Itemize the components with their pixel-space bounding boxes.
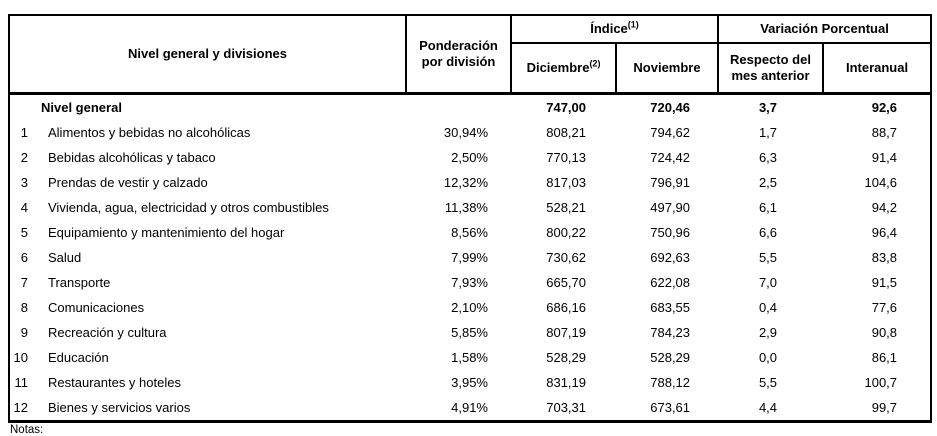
cell-november-index: 750,96 — [650, 225, 691, 240]
cell-december-index: 730,62 — [546, 250, 586, 265]
cell-weight: 12,32% — [443, 175, 488, 190]
cell-december-index: 747,00 — [511, 94, 616, 121]
division-name: Prendas de vestir y calzado — [48, 175, 208, 190]
cell-interannual-variation: 104,6 — [864, 175, 898, 190]
cell-weight: 4,91% — [451, 400, 488, 415]
cell-interannual-variation: 83,8 — [871, 250, 898, 265]
cell-weight: 8,56% — [451, 225, 488, 240]
cell-interannual-variation: 88,7 — [871, 125, 898, 140]
cell-monthly-variation: 5,5 — [758, 250, 778, 265]
cell-interannual-variation: 99,7 — [871, 400, 898, 415]
cell-december-index: 770,13 — [546, 150, 586, 165]
cell-monthly-variation: 0,0 — [758, 350, 778, 365]
cell-december-index: 807,19 — [546, 325, 586, 340]
cell-monthly-variation: 1,7 — [758, 125, 778, 140]
cell-weight: 1,58% — [451, 350, 488, 365]
general-level-label: Nivel general — [41, 100, 122, 115]
cell-december-index: 800,22 — [546, 225, 586, 240]
cell-monthly-variation: 6,6 — [758, 225, 778, 240]
row-number: 9 — [20, 325, 28, 340]
cell-division-name — [9, 195, 406, 220]
cell-interannual-variation: 92,6 — [823, 94, 931, 121]
cell-division-name — [9, 320, 406, 345]
cell-interannual-variation: 91,4 — [871, 150, 898, 165]
header-group-index — [511, 15, 718, 43]
cell-november-index: 683,55 — [650, 300, 691, 315]
cell-december-index: 528,29 — [546, 350, 586, 365]
header-group-variation: Variación Porcentual — [718, 15, 931, 43]
table-row — [9, 295, 931, 320]
cell-division-name — [9, 370, 406, 395]
header-divisions: Nivel general y divisiones — [9, 15, 406, 94]
table-row-general-level — [9, 94, 931, 121]
header-month-over-month: Respecto del mes anterior — [718, 43, 823, 94]
cell-interannual-variation: 91,5 — [871, 275, 898, 290]
cell-december-index: 831,19 — [546, 375, 586, 390]
price-index-table — [8, 14, 932, 423]
cell-weight — [406, 94, 511, 121]
footnote-ref-1: (1) — [627, 19, 639, 30]
cell-weight: 30,94% — [443, 125, 488, 140]
cell-division-name — [9, 295, 406, 320]
cell-division-name — [9, 120, 406, 145]
cell-november-index: 724,42 — [650, 150, 691, 165]
cell-december-index: 703,31 — [546, 400, 586, 415]
cell-november-index: 673,61 — [650, 400, 691, 415]
table-row — [9, 370, 931, 395]
table-row — [9, 270, 931, 295]
cell-interannual-variation: 90,8 — [871, 325, 898, 340]
cell-monthly-variation: 4,4 — [758, 400, 778, 415]
cell-division-name — [9, 345, 406, 370]
division-name: Bebidas alcohólicas y tabaco — [48, 150, 216, 165]
division-name: Recreación y cultura — [48, 325, 167, 340]
table-row — [9, 395, 931, 422]
cell-interannual-variation: 94,2 — [871, 200, 898, 215]
cell-november-index: 497,90 — [650, 200, 691, 215]
cell-weight: 7,99% — [451, 250, 488, 265]
cell-division-name — [9, 270, 406, 295]
table-row — [9, 345, 931, 370]
table-row — [9, 220, 931, 245]
table-row — [9, 320, 931, 345]
row-number: 2 — [20, 150, 28, 165]
cell-weight: 2,10% — [451, 300, 488, 315]
header-december — [511, 43, 616, 94]
cell-division-name — [9, 94, 406, 121]
table-row — [9, 245, 931, 270]
cell-monthly-variation: 3,7 — [718, 94, 823, 121]
cell-interannual-variation: 100,7 — [864, 375, 898, 390]
row-number: 11 — [14, 375, 28, 390]
cell-december-index: 665,70 — [546, 275, 586, 290]
cell-december-index: 817,03 — [546, 175, 586, 190]
row-number: 1 — [20, 125, 28, 140]
cell-monthly-variation: 6,1 — [758, 200, 778, 215]
cell-monthly-variation: 7,0 — [758, 275, 778, 290]
cell-weight: 11,38% — [444, 200, 488, 215]
division-name: Bienes y servicios varios — [48, 400, 191, 415]
cell-division-name — [9, 220, 406, 245]
cell-monthly-variation: 2,5 — [758, 175, 778, 190]
cell-interannual-variation: 77,6 — [871, 300, 898, 315]
cell-november-index: 784,23 — [650, 325, 691, 340]
row-number: 10 — [13, 350, 28, 365]
cell-monthly-variation: 0,4 — [758, 300, 778, 315]
cell-weight: 2,50% — [451, 150, 488, 165]
cell-november-index: 794,62 — [650, 125, 691, 140]
header-weight: Ponderación por división — [406, 15, 511, 94]
cell-monthly-variation: 2,9 — [758, 325, 778, 340]
cell-november-index: 788,12 — [650, 375, 691, 390]
row-number: 6 — [20, 250, 28, 265]
cell-december-index: 528,21 — [546, 200, 586, 215]
cell-november-index: 720,46 — [616, 94, 718, 121]
row-number: 5 — [20, 225, 28, 240]
footnote-ref-2: (2) — [589, 58, 601, 69]
cell-interannual-variation: 86,1 — [871, 350, 898, 365]
division-name: Comunicaciones — [48, 300, 145, 315]
cell-monthly-variation: 5,5 — [758, 375, 778, 390]
cell-weight: 5,85% — [451, 325, 488, 340]
cell-division-name — [9, 395, 406, 422]
table-row — [9, 120, 931, 145]
row-number: 3 — [20, 175, 28, 190]
cell-november-index: 796,91 — [650, 175, 691, 190]
division-name: Alimentos y bebidas no alcohólicas — [48, 125, 251, 140]
row-number: 8 — [20, 300, 28, 315]
cell-monthly-variation: 6,3 — [758, 150, 778, 165]
cell-december-index: 686,16 — [546, 300, 586, 315]
cell-division-name — [9, 245, 406, 270]
cell-weight: 7,93% — [451, 275, 488, 290]
cell-division-name — [9, 145, 406, 170]
division-name: Equipamiento y mantenimiento del hogar — [48, 225, 285, 240]
cell-weight: 3,95% — [451, 375, 488, 390]
division-name: Restaurantes y hoteles — [48, 375, 181, 390]
division-name: Vivienda, agua, electricidad y otros combustibles — [48, 200, 329, 215]
cell-november-index: 528,29 — [650, 350, 691, 365]
cell-november-index: 692,63 — [650, 250, 691, 265]
division-name: Salud — [48, 250, 82, 265]
table-row — [9, 170, 931, 195]
cell-division-name — [9, 170, 406, 195]
row-number: 4 — [20, 200, 28, 215]
table-row — [9, 195, 931, 220]
notes-label: Notas: — [10, 424, 44, 436]
header-group-index-label: Índice — [590, 20, 628, 36]
cell-november-index: 622,08 — [650, 275, 691, 290]
table-body — [9, 94, 931, 422]
division-name: Educación — [48, 350, 109, 365]
header-interannual: Interanual — [823, 43, 931, 94]
header-november: Noviembre — [616, 43, 718, 94]
table-row — [9, 145, 931, 170]
division-name: Transporte — [48, 275, 111, 290]
row-number: 7 — [20, 275, 28, 290]
cell-interannual-variation: 96,4 — [871, 225, 898, 240]
row-number: 12 — [13, 400, 28, 415]
cell-december-index: 808,21 — [546, 125, 586, 140]
header-december-label: Diciembre — [526, 59, 590, 75]
table-header — [9, 15, 931, 94]
